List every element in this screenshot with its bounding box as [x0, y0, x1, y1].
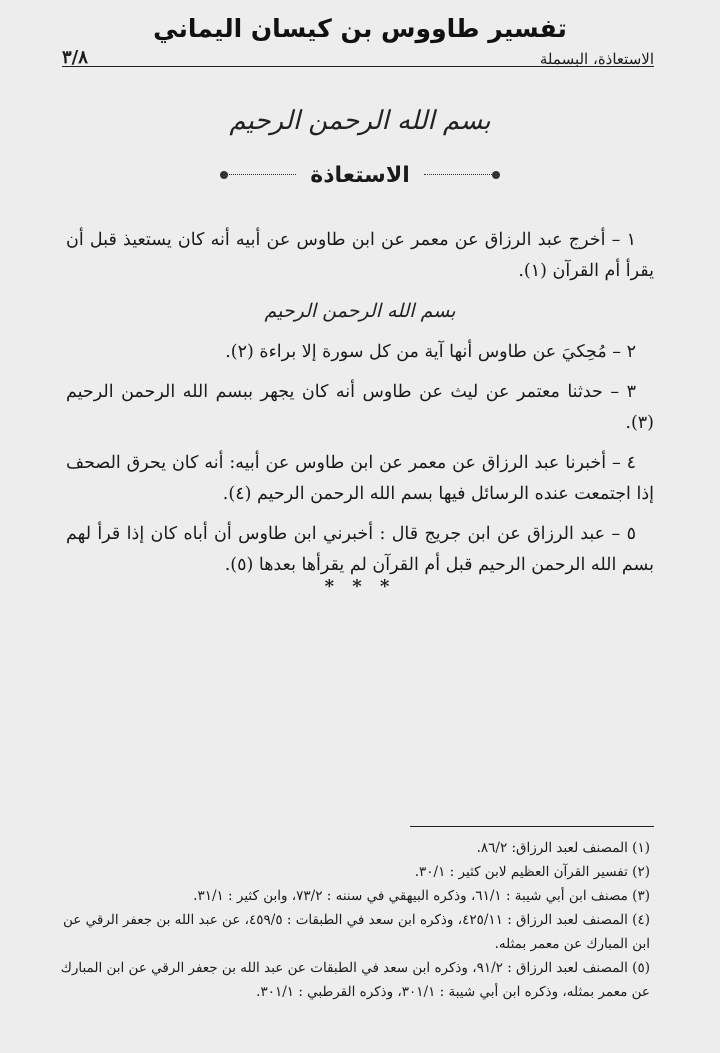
footnote-2: (٢) تفسير القرآن العظيم لابن كثير : ٣٠/١. [414, 864, 650, 880]
footnote-5: (٥) المصنف لعبد الرزاق : ٩١/٢، وذكره ابن سعد في الطبقات عن عبد الله بن جعفر الرقي عن ابن المبارك عن معمر بمثله، وذكره ابن أبي شيبة : ٣٠١/١، وذكره القرطبي : ٣٠١/١. [60, 960, 650, 1000]
paragraph-1: ١ – أخرج عبد الرزاق عن معمر عن ابن طاوس عن أبيه أنه كان يستعيذ قبل أن يقرأ أم القرآن (١). [66, 230, 654, 281]
basmala-small: بسم الله الرحمن الرحيم [264, 300, 456, 322]
running-head [62, 42, 654, 68]
ornament-right [424, 169, 500, 181]
ornament-left [220, 169, 296, 181]
chapter-heading: الاستعاذة [310, 162, 410, 188]
footnote-1: (١) المصنف لعبد الرزاق: ٨٦/٢. [476, 840, 650, 856]
footnote-4: (٤) المصنف لعبد الرزاق : ٤٢٥/١١، وذكره ابن سعد في الطبقات : ٤٥٩/٥، عن عبد الله بن جعفر الرقي عن ابن المبارك عن معمر بمثله. [62, 912, 650, 952]
footnotes [60, 836, 650, 1004]
footnote-3: (٣) مصنف ابن أبي شيبة : ٦١/١، وذكره البيهقي في سننه : ٧٣/٢، وابن كثير : ٣١/١. [193, 888, 650, 904]
header-rule [62, 66, 654, 67]
section-separator: * * * [324, 576, 396, 597]
running-head-section: الاستعاذة، البسملة [539, 50, 654, 68]
book-title: تفسير طاووس بن كيسان اليماني [153, 14, 567, 43]
paragraph-4: ٤ – أخبرنا عبد الرزاق عن معمر عن ابن طاوس عن أبيه: أنه كان يحرق الصحف إذا اجتمعت عنده الرسائل فيها بسم الله الرحمن الرحيم (٤). [66, 453, 654, 504]
basmala-calligraphy: بسم الله الرحمن الرحيم [229, 106, 491, 136]
footnote-rule [410, 826, 654, 827]
body-text [66, 225, 654, 590]
page-number: ٣/٨ [62, 47, 88, 68]
paragraph-2: ٢ – مُحِكيَ عن طاوس أنها آية من كل سورة إلا براءة (٢). [225, 342, 636, 362]
paragraph-3: ٣ – حدثنا معتمر عن ليث عن طاوس أنه كان يجهر ببسم الله الرحمن الرحيم (٣). [66, 382, 654, 433]
chapter-heading-row [220, 160, 500, 190]
paragraph-5: ٥ – عبد الرزاق عن ابن جريج قال : أخبرني ابن طاوس أن أباه كان إذا قرأ لهم بسم الله الرحمن الرحيم قبل أم القرآن لم يقرأها بعدها (٥). [66, 524, 654, 575]
